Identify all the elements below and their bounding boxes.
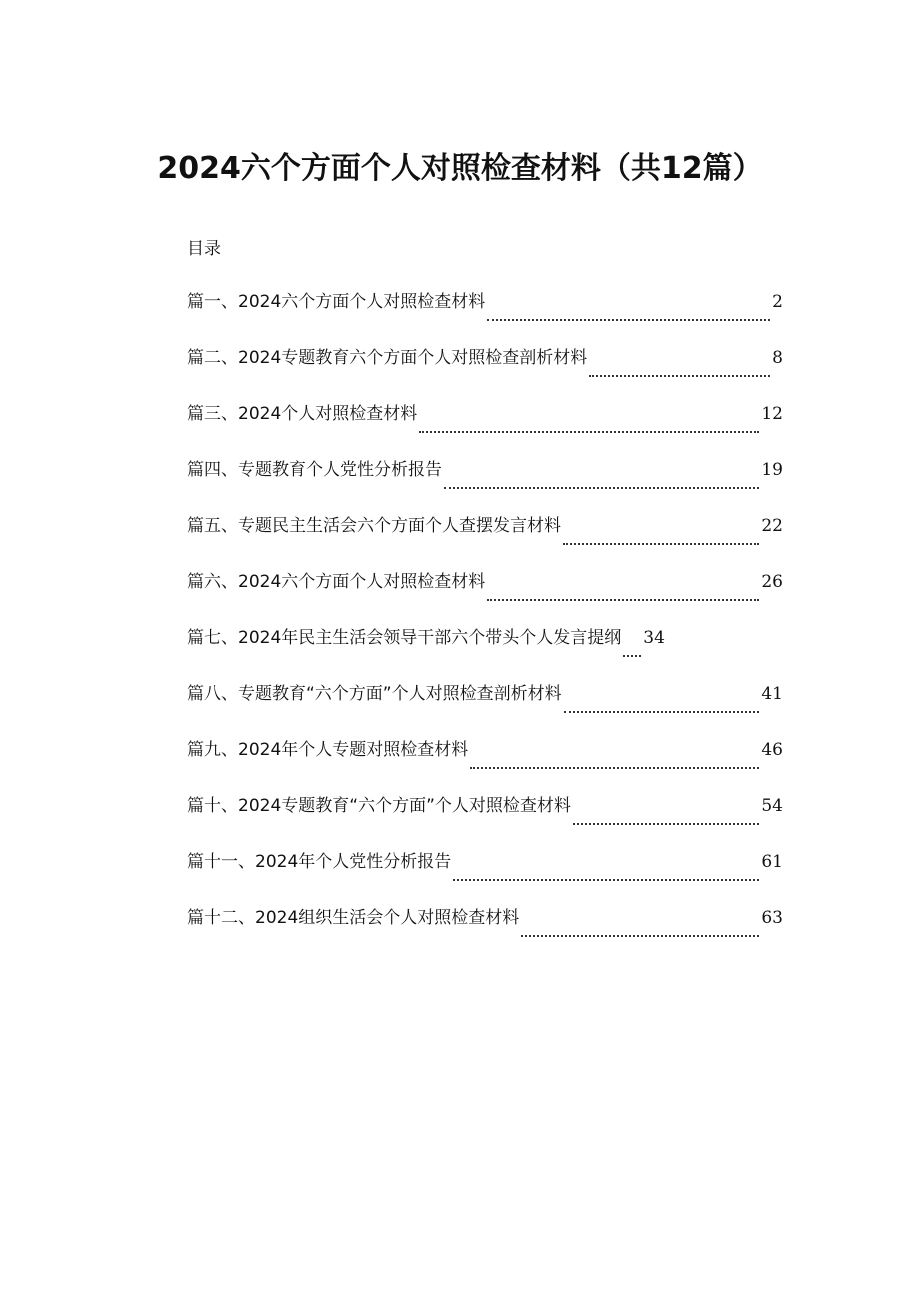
- toc-entry[interactable]: [187, 454, 783, 510]
- toc-entry-title: 篇十、2024专题教育“六个方面”个人对照检查材料: [187, 796, 571, 816]
- toc-entry[interactable]: [187, 286, 783, 342]
- toc-entry[interactable]: [187, 790, 783, 846]
- toc-entry[interactable]: [187, 622, 783, 678]
- toc-entry-title: 篇四、专题教育个人党性分析报告: [187, 460, 442, 480]
- toc-entry[interactable]: [187, 566, 783, 622]
- toc-dot-leader: [453, 879, 759, 881]
- toc-entry-title: 篇五、专题民主生活会六个方面个人查摆发言材料: [187, 516, 561, 536]
- toc-entry-title: 篇八、专题教育“六个方面”个人对照检查剖析材料: [187, 684, 562, 704]
- toc-entry-title: 篇一、2024六个方面个人对照检查材料: [187, 292, 486, 312]
- toc-page-number: 12: [761, 404, 783, 424]
- toc-entry[interactable]: [187, 846, 783, 902]
- toc-page-number: 8: [772, 348, 783, 368]
- toc-entry-title: 篇七、2024年民主生活会领导干部六个带头个人发言提纲: [187, 628, 622, 648]
- toc-entry-title: 篇二、2024专题教育六个方面个人对照检查剖析材料: [187, 348, 588, 368]
- toc-dot-leader: [444, 487, 759, 489]
- toc-page-number: 2: [772, 292, 783, 312]
- toc-page-number: 34: [643, 628, 665, 648]
- toc-dot-leader: [419, 431, 759, 433]
- toc-entry[interactable]: [187, 398, 783, 454]
- toc-dot-leader: [573, 823, 759, 825]
- toc-dot-leader: [623, 655, 641, 657]
- toc-page-number: 22: [761, 516, 783, 536]
- toc-page-number: 54: [761, 796, 783, 816]
- toc-entry[interactable]: [187, 902, 783, 958]
- toc-entry[interactable]: [187, 342, 783, 398]
- toc-page-number: 41: [761, 684, 783, 704]
- toc-entry-title: 篇九、2024年个人专题对照检查材料: [187, 740, 469, 760]
- toc-dot-leader: [564, 711, 760, 713]
- toc-entry-title: 篇三、2024个人对照检查材料: [187, 404, 418, 424]
- toc-dot-leader: [487, 319, 770, 321]
- toc-entry[interactable]: [187, 678, 783, 734]
- toc-entry[interactable]: [187, 734, 783, 790]
- toc-dot-leader: [589, 375, 770, 377]
- toc-entry[interactable]: [187, 510, 783, 566]
- toc-page-number: 26: [761, 572, 783, 592]
- table-of-contents: [187, 286, 783, 958]
- toc-page-number: 61: [761, 852, 783, 872]
- toc-page-number: 63: [761, 908, 783, 928]
- toc-entry-title: 篇十一、2024年个人党性分析报告: [187, 852, 452, 872]
- document-title: 2024六个方面个人对照检查材料（共12篇）: [157, 151, 763, 186]
- toc-entry-title: 篇十二、2024组织生活会个人对照检查材料: [187, 908, 520, 928]
- toc-dot-leader: [487, 599, 759, 601]
- toc-dot-leader: [521, 935, 759, 937]
- toc-dot-leader: [563, 543, 759, 545]
- toc-page-number: 19: [761, 460, 783, 480]
- toc-page-number: 46: [761, 740, 783, 760]
- toc-heading: 目录: [187, 239, 221, 259]
- toc-entry-title: 篇六、2024六个方面个人对照检查材料: [187, 572, 486, 592]
- toc-dot-leader: [470, 767, 759, 769]
